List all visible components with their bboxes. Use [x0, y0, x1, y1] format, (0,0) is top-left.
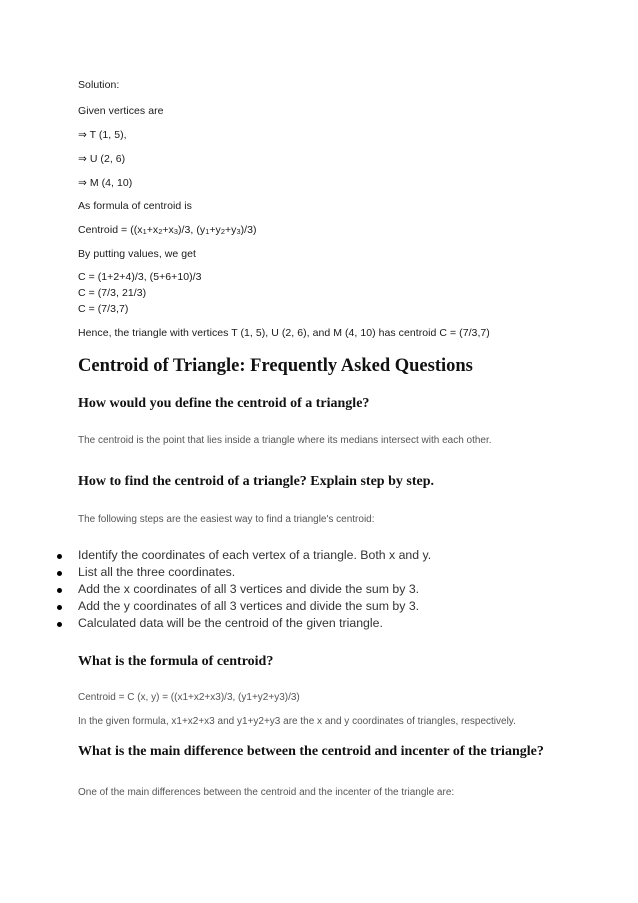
centroid-formula: Centroid = ($(x_1+x_2+x_3)/3$, $(y_1+y_2+y_3)/3$) [78, 224, 257, 236]
formula-label: As formula of centroid is [78, 200, 192, 212]
question-3: What is the formula of centroid? [78, 654, 274, 669]
question-2: How to find the centroid of a triangle? Explain step by step. [78, 474, 434, 489]
answer-1: The centroid is the point that lies inside a triangle where its medians intersect with each other. [78, 435, 492, 446]
bullet-icon [57, 554, 62, 559]
faq-heading: Centroid of Triangle: Frequently Asked Questions [78, 356, 473, 376]
answer-3-formula: Centroid = C (x, y) = ((x1+x2+x3)/3, (y1+y2+y3)/3) [78, 692, 300, 703]
steps-list [56, 548, 431, 633]
solution-label: Solution: [78, 79, 120, 91]
list-item: List all the three coordinates. [56, 565, 431, 582]
answer-4: One of the main differences between the centroid and the incenter of the triangle are: [78, 787, 455, 798]
bullet-icon [57, 622, 62, 627]
answer-2: The following steps are the easiest way to find a triangle's centroid: [78, 514, 375, 525]
bullet-icon [57, 588, 62, 593]
list-item: Add the x coordinates of all 3 vertices and divide the sum by 3. [56, 582, 431, 599]
vertex-m: ⇒ M (4, 10) [78, 177, 133, 189]
vertex-t: ⇒ T (1, 5), [78, 129, 127, 141]
vertex-u: ⇒ U (2, 6) [78, 153, 126, 165]
conclusion-text: Hence, the triangle with vertices T (1, 5), U (2, 6), and M (4, 10) has centroid C = (7/3,7) [78, 327, 490, 339]
given-vertices-text: Given vertices are [78, 105, 164, 117]
list-item: Identify the coordinates of each vertex of a triangle. Both x and y. [56, 548, 431, 565]
putting-values-text: By putting values, we get [78, 248, 196, 260]
calculation-line-2: C = (7/3, 21/3) [78, 287, 147, 299]
calculation-line-1: C = (1+2+4)/3, (5+6+10)/3 [78, 271, 202, 283]
calculation-line-3: C = (7/3,7) [78, 303, 129, 315]
bullet-icon [57, 571, 62, 576]
question-4: What is the main difference between the centroid and incenter of the triangle? [78, 744, 544, 759]
question-1: How would you define the centroid of a triangle? [78, 396, 370, 411]
list-item: Calculated data will be the centroid of the given triangle. [56, 616, 431, 633]
bullet-icon [57, 605, 62, 610]
list-item: Add the y coordinates of all 3 vertices and divide the sum by 3. [56, 599, 431, 616]
answer-3-explanation: In the given formula, x1+x2+x3 and y1+y2+y3 are the x and y coordinates of triangles, respectively. [78, 716, 516, 727]
